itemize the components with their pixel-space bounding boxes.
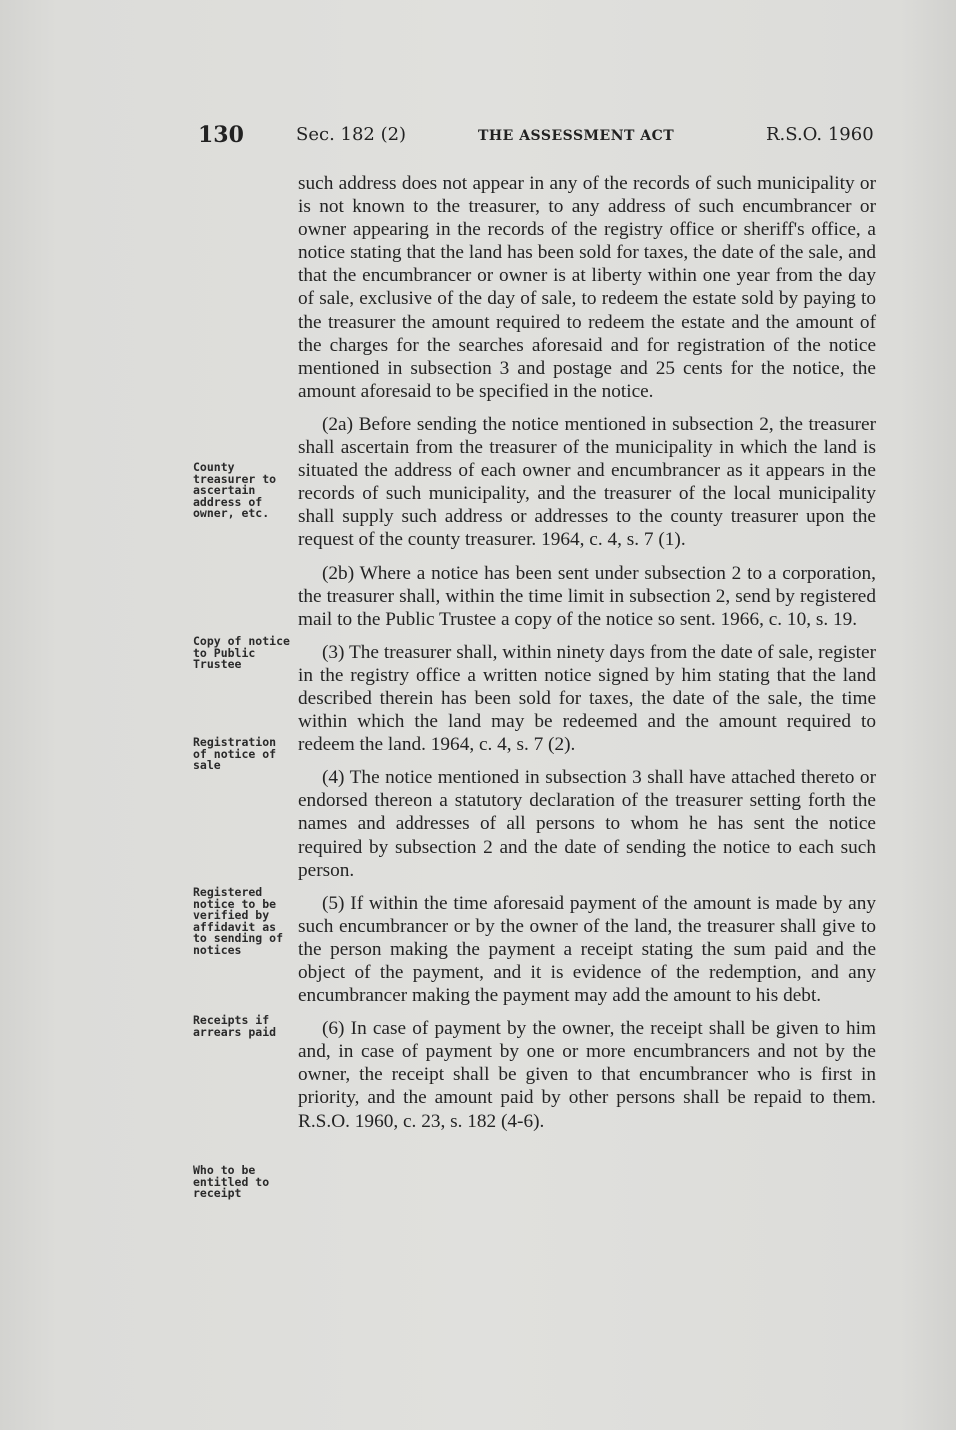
- side-note: Receipts if arrears paid: [193, 1013, 277, 1039]
- paragraph-4: (4) The notice mentioned in subsection 3 shall have attached thereto or endorsed thereon a statutory declaration of the treasurer setting forth the names and addresses of all persons to whom he has sent the notice required by subsection 2 and the date of sending the notice to each such person.: [298, 767, 876, 881]
- statute-text: [298, 172, 876, 1133]
- paragraph-2a: (2a) Before sending the notice mentioned in subsection 2, the treasurer shall ascertain from the treasurer of the municipality in which the land is situated the address of each owner and encumbrancer as it appears in the records of such municipality, and the treasurer of the local municipality shall supply such address or addresses to the county treasurer upon the request of the county treasurer. 1964, c. 4, s. 7 (1).: [298, 413, 876, 551]
- paragraph-6: (6) In case of payment by the owner, the receipt shall be given to him and, in case of payment by one or more encumbrancers and not by the owner, the receipt shall be given to that encumbrancer who is first in priority, and the amount paid by other persons shall be repaid to them. R.S.O. 1960, c. 23, s. 182 (4-6).: [298, 1018, 876, 1132]
- edition-reference: R.S.O. 1960: [766, 124, 874, 145]
- paragraph-5: (5) If within the time aforesaid payment of the amount is made by any such encumbrancer or by the owner of the land, the treasurer shall give to the person making the payment a receipt stating the sum paid and the object of the payment, and it is evidence of the redemption, and any encumbrancer making the payment may add the amount to his debt.: [298, 892, 876, 1007]
- paragraph-2b: (2b) Where a notice has been sent under subsection 2 to a corporation, the treasurer shall, within the time limit in subsection 2, send by registered mail to the Public Trustee a copy of the notice so sent. 1966, c. 10, s. 19.: [298, 562, 876, 630]
- running-title: THE ASSESSMENT ACT: [478, 128, 675, 144]
- side-note: County treasurer to ascertain address of owner, etc.: [193, 460, 277, 520]
- side-note: Registered notice to be verified by affidavit as to sending of notices: [193, 885, 284, 957]
- side-note: Registration of notice of sale: [193, 735, 277, 772]
- paragraph-3: (3) The treasurer shall, within ninety days from the date of sale, register in the registry office a written notice signed by him stating that the land described therein has been sold for taxes, the date of the sale, the time within which the land may be redeemed and the amount required to redeem the land. 1964, c. 4, s. 7 (2).: [298, 641, 876, 756]
- paragraph-continuation: such address does not appear in any of the records of such municipality or is not known to the treasurer, to any address of such encumbrancer or owner appearing in the records of the registry office or sheriff's office, a notice stating that the land has been sold for taxes, the date of the sale, and that the encumbrancer or owner is at liberty within one year from the day of sale, exclusive of the day of sale, to redeem the estate sold by paying to the treasurer the amount required to redeem the estate and the amount of the charges for the searches aforesaid and for registration of the notice mentioned in subsection 3 and postage and 25 cents for the notice, the amount aforesaid to be specified in the notice.: [298, 173, 876, 402]
- side-note: Who to be entitled to receipt: [193, 1163, 270, 1200]
- side-note: Copy of notice to Public Trustee: [193, 634, 290, 671]
- page-header: [0, 118, 956, 152]
- page-number: 130: [198, 122, 244, 148]
- section-reference: Sec. 182 (2): [296, 124, 407, 145]
